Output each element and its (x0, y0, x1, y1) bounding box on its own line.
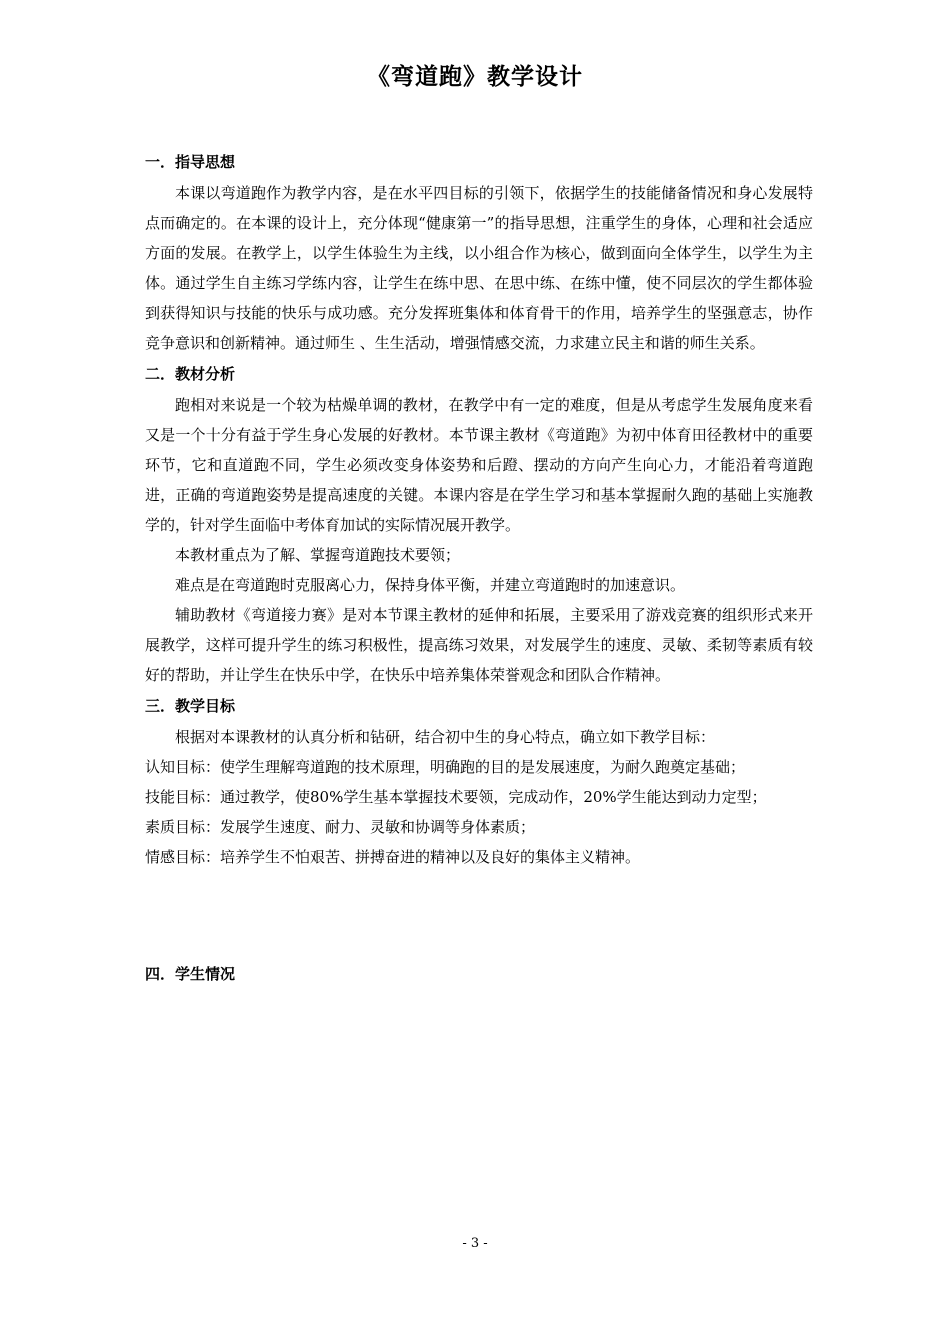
page-number: - 3 - (462, 1236, 488, 1251)
section-heading: 二．教材分析 (145, 365, 236, 383)
section-heading: 一．指导思想 (145, 153, 236, 171)
body-paragraph: 本课以弯道跑作为教学内容，是在水平四目标的引领下，依据学生的技能储备情况和身心发展特点而确定的。在本课的设计上，充分体现“健康第一”的指导思想，注重学生的身体，心理和社会适应方面的发展。在教学上，以学生体验生为主线，以小组合作为核心，做到面向全体学生，以学生为主体。通过学生自主练习学练内容，让学生在练中思、在思中练、在练中懂，使不同层次的学生都体验到获得知识与技能的快乐与成功感。充分发挥班集体和体育骨干的作用，培养学生的坚强意志，协作竞争意识和创新精神。通过师生 、生生活动，增强情感交流，力求建立民主和谐的师生关系。 (145, 184, 813, 352)
difficulty-paragraph: 难点是在弯道跑时克服离心力，保持身体平衡，并建立弯道跑时的加速意识。 (175, 576, 686, 594)
goal-skill: 技能目标：通过教学，使80%学生基本掌握技术要领，完成动作，20%学生能达到动力定型； (145, 788, 767, 806)
document-body (145, 146, 813, 990)
document-title: 《弯道跑》教学设计 (367, 64, 583, 90)
goal-cognitive: 认知目标：使学生理解弯道跑的技术原理，明确跑的目的是发展速度，为耐久跑奠定基础； (145, 758, 746, 776)
section-teaching-goals (145, 690, 813, 872)
section-guiding-ideology (145, 146, 813, 358)
section-material-analysis (145, 358, 813, 690)
section-student-situation (145, 958, 813, 990)
section-heading: 三．教学目标 (145, 697, 236, 715)
goal-emotional: 情感目标：培养学生不怕艰苦、拼搏奋进的精神以及良好的集体主义精神。 (145, 848, 641, 866)
goal-quality: 素质目标：发展学生速度、耐力、灵敏和协调等身体素质； (145, 818, 536, 836)
section-spacer (145, 872, 813, 958)
section-heading: 四．学生情况 (145, 965, 236, 983)
body-paragraph: 辅助教材《弯道接力赛》是对本节课主教材的延伸和拓展，主要采用了游戏竞赛的组织形式来开展教学，这样可提升学生的练习积极性，提高练习效果，对发展学生的速度、灵敏、柔韧等素质有较好的帮助，并让学生在快乐中学，在快乐中培养集体荣誉观念和团队合作精神。 (145, 606, 813, 684)
goals-intro: 根据对本课教材的认真分析和钻研，结合初中生的身心特点，确立如下教学目标： (175, 728, 716, 746)
body-paragraph: 跑相对来说是一个较为枯燥单调的教材，在教学中有一定的难度，但是从考虑学生发展角度来看又是一个十分有益于学生身心发展的好教材。本节课主教材《弯道跑》为初中体育田径教材中的重要环节，它和直道跑不同，学生必须改变身体姿势和后蹬、摆动的方向产生向心力，才能沿着弯道跑进，正确的弯道跑姿势是提高速度的关键。本课内容是在学生学习和基本掌握耐久跑的基础上实施教学的，针对学生面临中考体育加试的实际情况展开教学。 (145, 396, 813, 534)
key-point-paragraph: 本教材重点为了解、掌握弯道跑技术要领； (175, 546, 461, 564)
